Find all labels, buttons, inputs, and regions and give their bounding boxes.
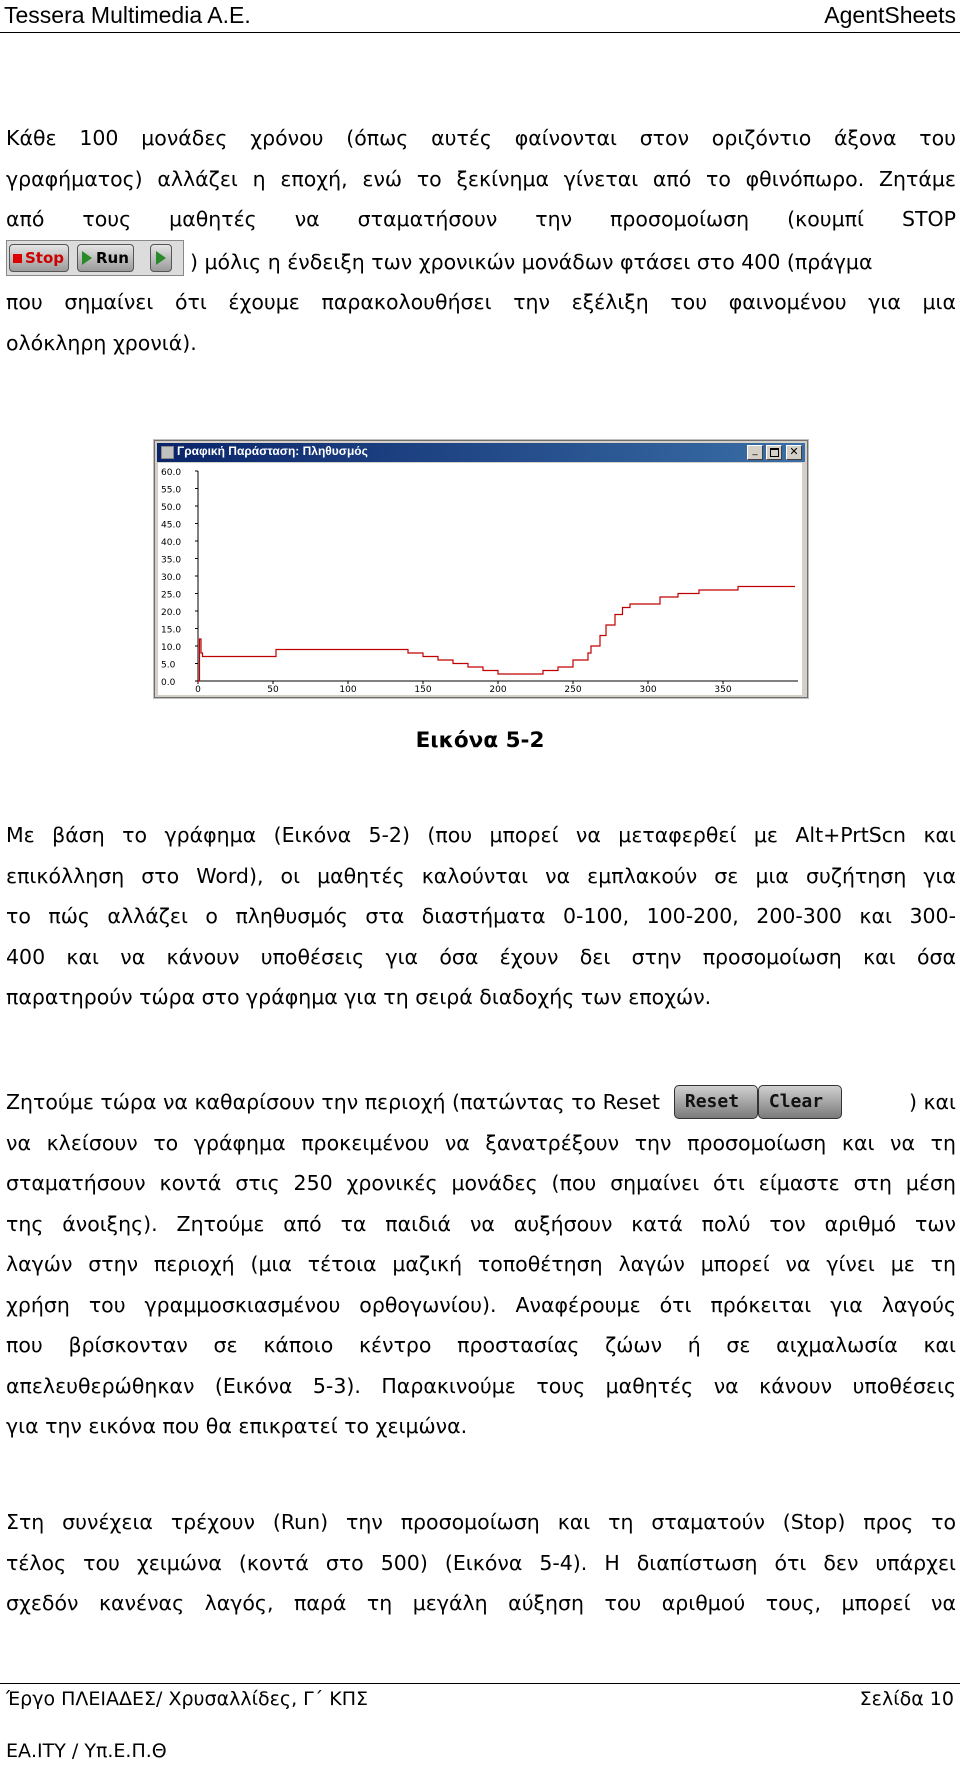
y-tick-label: 40.0 [161,538,182,548]
chart-window-titlebar [157,443,805,462]
paragraph-3 [6,1082,956,1447]
run-play-icon [82,251,92,265]
y-tick-label: 45.0 [161,520,182,531]
text-line: που βρίσκονταν σε κάποιο κέντρο προστασίας ζώων ή σε αιχμαλωσία και [6,1333,956,1357]
text-line: χρήση του γραμμοσκιασμένου ορθογωνίου). Αναφέρουμε ότι πρόκειται για λαγούς [6,1292,956,1317]
y-tick-label: 20.0 [161,608,182,618]
plot-background [158,463,802,695]
text-line: επικόλληση στο Word), οι μαθητές καλούνται να εμπλακούν σε μια συζήτηση για [6,863,956,888]
x-tick-label: 150 [414,685,432,695]
footer-bottom: ΕΑ.ΙΤΥ / Υπ.Ε.Π.Θ [6,1740,167,1762]
y-tick-label: 0.0 [161,678,176,688]
chart-window [154,440,808,698]
text-fragment: ) και [908,1090,956,1114]
population-chart [158,463,802,695]
close-icon: ✕ [789,445,799,458]
stop-icon [13,254,22,263]
text-line: από τους μαθητές να σταματήσουν την προσομοίωση (κουμπί STOP [6,207,956,231]
y-tick-label: 10.0 [161,643,182,653]
text-fragment: ) μόλις η ένδειξη των χρονικών μονάδων φτάσει στο 400 (πράγμα [190,249,873,274]
text-line: ολόκληρη χρονιά). [6,330,197,355]
y-tick-label: 5.0 [161,660,176,671]
text-line: Κάθε 100 μονάδες χρόνου (όπως αυτές φαίνονται στον οριζόντιο άξονα του [6,126,956,150]
text-line: το πώς αλλάζει ο πληθυσμός στα διαστήματα 0-100, 100-200, 200-300 και 300- [6,904,956,928]
y-tick-label: 15.0 [161,625,182,636]
y-tick-label: 25.0 [161,590,182,601]
x-tick-label: 50 [267,685,279,695]
x-tick-label: 200 [489,685,507,695]
text-line: της άνοιξης). Ζητούμε από τα παιδιά να αυξήσουν κατά πολύ τον αριθμό των [6,1211,956,1236]
text-line: λαγών στην περιοχή (μια τέτοια μαζική τοποθέτηση λαγών μπορεί να γίνει με τη [6,1252,956,1276]
maximize-icon [770,448,779,457]
header-left: Tessera Multimedia A.E. [4,2,251,28]
footer-left: Έργο ΠΛΕΙΑΔΕΣ/ Χρυσαλλίδες, Γ΄ ΚΠΣ [6,1688,369,1710]
y-tick-label: 35.0 [161,555,182,566]
x-tick-label: 250 [564,685,582,695]
minimize-button[interactable]: _ [747,445,763,460]
reset-clear-image [674,1083,842,1121]
text-line: γραφήματος) αλλάζει η εποχή, ενώ το ξεκίνημα γίνεται από το φθινόπωρο. Ζητάμε [6,166,956,191]
paragraph-4 [6,1502,956,1624]
paragraph-2 [6,815,956,1018]
header-right: AgentSheets [824,2,956,28]
text-line: Με βάση το γράφημα (Εικόνα 5-2) (που μπορεί να μεταφερθεί με Alt+PrtScn και [6,823,956,847]
text-line-with-toolbar [6,240,956,283]
text-line-with-buttons [6,1082,956,1123]
text-line: τέλος του χειμώνα (κοντά στο 500) (Εικόνα 5-4). Η διαπίστωση ότι δεν υπάρχει [6,1550,956,1575]
y-tick-label: 55.0 [161,485,182,496]
figure-caption: Εικόνα 5-2 [415,728,545,753]
x-tick-label: 100 [339,685,357,695]
text-line: να κλείσουν το γράφημα προκειμένου να ξανατρέξουν την προσομοίωση και να τη [6,1130,956,1155]
text-line: σχεδόν κανένας λαγός, παρά τη μεγάλη αύξηση του αριθμού τους, μπορεί να [6,1591,956,1615]
step-icon [156,251,166,265]
text-line: σταματήσουν κοντά στις 250 χρονικές μονάδες (που σημαίνει ότι είμαστε στη μέση [6,1171,956,1195]
reset-button: Reset [674,1085,758,1119]
run-button: Run [77,244,134,272]
y-tick-label: 60.0 [161,468,182,478]
clear-button: Clear [758,1085,842,1119]
text-line: απελευθερώθηκαν (Εικόνα 5-3). Παρακινούμε τους μαθητές να κάνουν υποθέσεις [6,1373,956,1398]
text-line: Στη συνέχεια τρέχουν (Run) την προσομοίωση και τη σταματούν (Stop) προς το [6,1510,956,1534]
window-app-icon [161,446,174,459]
header-rule [0,32,960,33]
chart-window-title: Γραφική Παράσταση: Πληθυσμός [177,444,368,458]
paragraph-1 [6,118,956,363]
maximize-button[interactable] [766,445,782,460]
y-tick-label: 50.0 [161,503,182,513]
text-fragment: Ζητούμε τώρα να καθαρίσουν την περιοχή (πατώντας το Reset [6,1090,660,1114]
step-button [150,244,172,272]
stop-button: Stop [9,244,69,272]
footer-rule [0,1683,960,1684]
text-line: για την εικόνα που θα επικρατεί το χειμώνα. [6,1414,468,1438]
y-tick-label: 30.0 [161,573,182,583]
footer-page-number: Σελίδα 10 [859,1688,954,1710]
stop-run-toolbar-image [6,240,184,276]
text-line: 400 και να κάνουν υποθέσεις για όσα έχουν δει στην προσομοίωση και όσα [6,944,956,969]
x-tick-label: 0 [195,685,201,695]
x-tick-label: 350 [714,685,732,695]
text-line: που σημαίνει ότι έχουμε παρακολουθήσει την εξέλιξη του φαινομένου για μια [6,290,956,314]
x-tick-label: 300 [639,685,657,695]
close-button[interactable] [786,445,802,460]
text-line: παρατηρούν τώρα στο γράφημα για τη σειρά διαδοχής των εποχών. [6,985,712,1009]
